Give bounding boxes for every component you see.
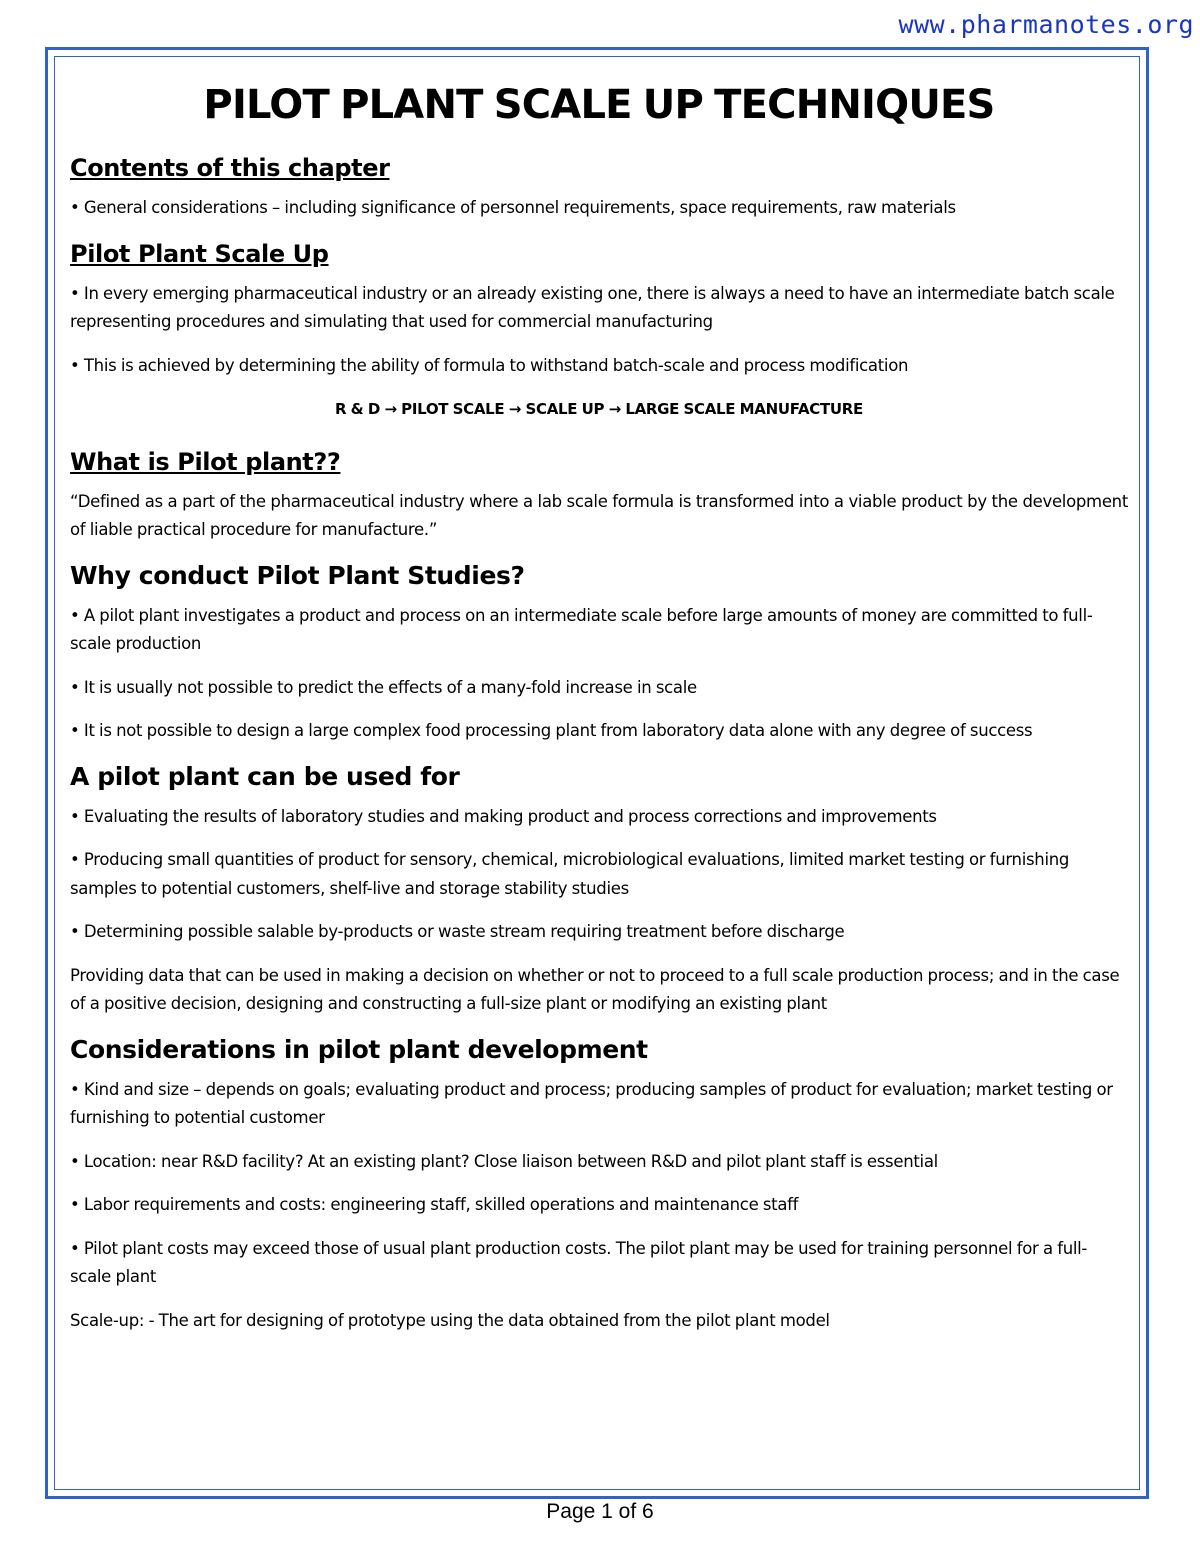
why-item: • A pilot plant investigates a product and process on an intermediate scale before large amounts of money are committed to full-scale production: [70, 605, 1093, 653]
considerations-item: • Pilot plant costs may exceed those of usual plant production costs. The pilot plant may be used for training personnel for a full- scale plant: [70, 1238, 1088, 1286]
definition-quote: “Defined as a part of the pharmaceutical industry where a lab scale formula is transformed into a viable product by the development of liable practical procedure for manufacture.”: [70, 491, 1128, 539]
uses-item: • Evaluating the results of laboratory studies and making product and process corrections and improvements: [70, 806, 937, 826]
considerations-item: • Labor requirements and costs: engineering staff, skilled operations and maintenance staff: [70, 1195, 799, 1214]
uses-item: Providing data that can be used in making a decision on whether or not to proceed to a full scale production process; and in the case of a positive decision, designing and constructing a full-size plant or modifying an existing plant: [70, 965, 1120, 1013]
scale-up-item: • This is achieved by determining the ability of formula to withstand batch-scale and process modification: [70, 355, 909, 375]
contents-item: • General considerations – including significance of personnel requirements, space requirements, raw materials: [70, 198, 956, 217]
heading-considerations: Considerations in pilot plant development: [70, 1034, 648, 1064]
document-title: PILOT PLANT SCALE UP TECHNIQUES: [203, 82, 995, 128]
why-item: • It is usually not possible to predict the effects of a many-fold increase in scale: [70, 677, 697, 697]
scale-up-item: • In every emerging pharmaceutical industry or an already existing one, there is always a need to have an intermediate batch scale representing procedures and simulating that used for commercial manufacturing: [70, 283, 1115, 331]
heading-why-conduct: Why conduct Pilot Plant Studies?: [70, 560, 525, 590]
heading-pilot-plant-scale-up: Pilot Plant Scale Up: [70, 239, 329, 268]
heading-pilot-plant-uses: A pilot plant can be used for: [70, 761, 460, 791]
heading-what-is-pilot-plant: What is Pilot plant??: [70, 447, 341, 476]
considerations-item: Scale-up: - The art for designing of prototype using the data obtained from the pilot plant model: [70, 1310, 830, 1330]
why-item: • It is not possible to design a large complex food processing plant from laboratory data alone with any degree of success: [70, 721, 1033, 740]
heading-contents: Contents of this chapter: [70, 154, 390, 182]
uses-item: • Determining possible salable by-products or waste stream requiring treatment before discharge: [70, 922, 845, 941]
page-number: Page 1 of 6: [546, 1500, 654, 1523]
document-body: [70, 75, 1128, 1350]
watermark-url[interactable]: www.pharmanotes.org: [898, 10, 1194, 39]
considerations-item: • Kind and size – depends on goals; evaluating product and process; producing samples of product for evaluation; market testing or furnishing to potential customer: [70, 1079, 1113, 1127]
uses-item: • Producing small quantities of product for sensory, chemical, microbiological evaluations, limited market testing or furnishing samples to potential customers, shelf-live and storage stability studies: [70, 850, 1070, 898]
process-flow-line: R & D → PILOT SCALE → SCALE UP → LARGE SCALE MANUFACTURE: [335, 400, 863, 418]
considerations-item: • Location: near R&D facility? At an existing plant? Close liaison between R&D and pilot plant staff is essential: [70, 1151, 938, 1171]
